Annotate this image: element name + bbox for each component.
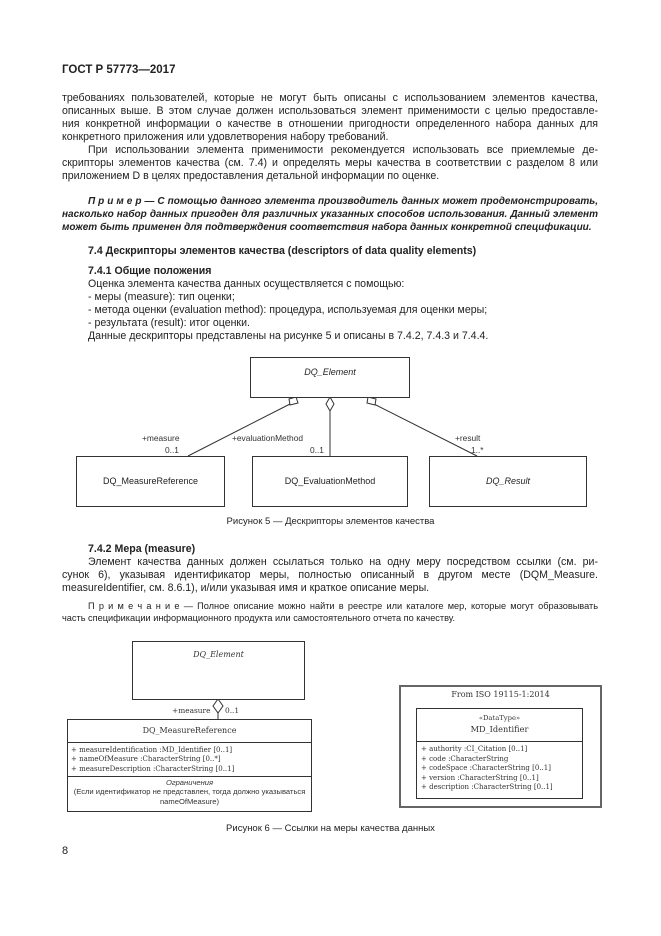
section-heading-7-4-1: 7.4.1 Общие положения bbox=[88, 265, 212, 277]
list-item: - меры (measure): тип оценки; bbox=[88, 291, 235, 303]
uml-class-dq-element bbox=[250, 357, 410, 398]
iso-package bbox=[399, 685, 602, 808]
multiplicity-label: 0..1 bbox=[165, 445, 179, 455]
aggregation-diamond bbox=[367, 397, 376, 405]
uml-class-dq-element bbox=[132, 641, 305, 700]
example-line: может быть применен для подтверждения соответствия набора данных конкретной спецификации. bbox=[62, 222, 592, 233]
uml-class-dq-result bbox=[429, 456, 587, 507]
text-line: При использовании элемента применимости рекомендуется использовать все приемлемые де- bbox=[88, 144, 598, 156]
uml-class-dq-measure-reference bbox=[76, 456, 225, 507]
constraint-text: (Если идентификатор не представлен, тогда должно указываться bbox=[73, 787, 306, 797]
constraint-text: nameOfMeasure) bbox=[159, 796, 220, 806]
class-name: MD_Identifier bbox=[470, 724, 529, 734]
class-name: DQ_MeasureReference bbox=[68, 720, 311, 743]
role-label: +measure bbox=[142, 433, 180, 443]
role-label: +evaluationMethod bbox=[232, 433, 304, 443]
class-name: DQ_Result bbox=[485, 476, 530, 486]
class-name: DQ_MeasureReference bbox=[102, 476, 199, 486]
text-line: Элемент качества данных должен ссылаться только на одну меру посредством ссылки (см. ри- bbox=[88, 556, 598, 568]
class-name: DQ_Element bbox=[304, 367, 356, 377]
list-item: - метода оценки (evaluation method): процедура, используемая для оценки меры; bbox=[88, 304, 488, 316]
stereotype: «DataType» bbox=[478, 714, 521, 722]
example-line: насколько набор данных пригоден для различных указанных способов использования. Данный элемент bbox=[62, 209, 598, 220]
class-name: DQ_Element bbox=[193, 650, 244, 659]
text-line: конкретного приложения или удовлетворения набору требований. bbox=[62, 131, 389, 143]
doc-header: ГОСТ Р 57773—2017 bbox=[62, 64, 176, 76]
section-heading-7-4-2: 7.4.2 Мера (measure) bbox=[88, 543, 196, 555]
attribute: + codeSpace :CharacterString [0..1] bbox=[421, 764, 551, 772]
uml-class-dq-measure-reference bbox=[67, 719, 312, 812]
section-heading-7-4: 7.4 Дескрипторы элементов качества (descriptors of data quality elements) bbox=[88, 245, 477, 257]
role-label: +result bbox=[455, 433, 481, 443]
text-line: measureIdentifier, см. 8.6.1), и/или указывая имя и краткое описание меры. bbox=[62, 582, 430, 594]
package-title: From ISO 19115-1:2014 bbox=[451, 690, 550, 699]
text-line: скрипторы элементов качества (см. 7.4) и определять меры качества в соответствии с разделом 8 или bbox=[62, 157, 598, 169]
attribute: + description :CharacterString [0..1] bbox=[421, 783, 553, 791]
class-name: DQ_EvaluationMethod bbox=[284, 476, 376, 486]
page-number: 8 bbox=[62, 845, 69, 857]
text-line: ния конкретной информации о качестве в отношении пригодности определенного набора данных для bbox=[62, 118, 598, 130]
example-line: П р и м е р — С помощью данного элемента производитель данных может продемонстрировать, bbox=[88, 196, 598, 207]
text-line: Оценка элемента качества данных осуществляется с помощью: bbox=[88, 278, 405, 290]
multiplicity-label: 1..* bbox=[471, 445, 484, 455]
multiplicity-label: 0..1 bbox=[310, 445, 324, 455]
text-line: приложением D в целях предоставления детальной информации по оценке. bbox=[62, 170, 440, 182]
figure-6-caption: Рисунок 6 — Ссылки на меры качества данных bbox=[226, 823, 435, 834]
aggregation-diamond bbox=[213, 699, 223, 713]
uml-class-md-identifier bbox=[416, 708, 583, 799]
text-line: требованиях пользователей, которые не могут быть описаны с использованием элементов качества, bbox=[62, 92, 598, 104]
attribute: + code :CharacterString bbox=[421, 754, 509, 763]
text-line: Данные дескрипторы представлены на рисунке 5 и описаны в 7.4.2, 7.4.3 и 7.4.4. bbox=[88, 330, 489, 342]
figure-5-caption: Рисунок 5 — Дескрипторы элементов качества bbox=[226, 516, 435, 527]
uml-class-dq-evaluation-method bbox=[252, 456, 408, 507]
text-line: описанных выше. В этом случае должен использоваться элемент применимости с целью предоставле- bbox=[62, 105, 598, 117]
list-item: - результата (result): итог оценки. bbox=[88, 317, 250, 329]
constraint-title: Ограничения bbox=[165, 777, 214, 787]
note-line: часть спецификации информационного продукта или самостоятельного отчета по качеству. bbox=[62, 613, 456, 623]
note-line: П р и м е ч а н и е — Полное описание можно найти в реестре или каталоге мер, которые могут образовывать bbox=[88, 601, 598, 611]
role-label: +measure bbox=[172, 706, 211, 715]
aggregation-diamond bbox=[326, 397, 334, 411]
attribute: + authority :CI_Citation [0..1] bbox=[421, 745, 528, 753]
attribute: + nameOfMeasure :CharacterString [0..*] bbox=[71, 755, 221, 764]
attribute: + measureDescription :CharacterString [0..1] bbox=[71, 764, 235, 773]
attribute: + version :CharacterString [0..1] bbox=[421, 773, 539, 782]
aggregation-diamond bbox=[289, 397, 298, 405]
multiplicity-label: 0..1 bbox=[225, 706, 240, 715]
attribute: + measureIdentification :MD_Identifier [0..1] bbox=[71, 746, 233, 754]
text-line: сунок 6), указывая идентификатор меры, полностью описанный в другом месте (DQM_Measure. bbox=[62, 569, 598, 581]
